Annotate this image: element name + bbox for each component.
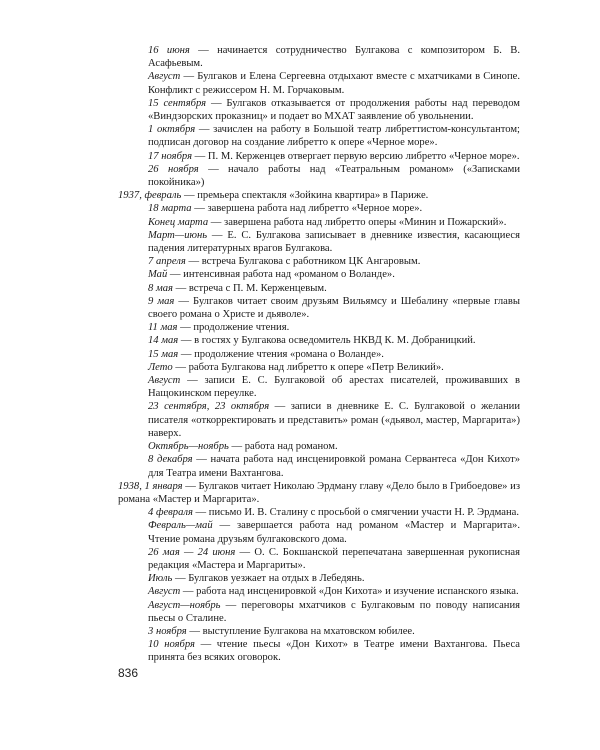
entry-date: 10 ноября (148, 639, 195, 651)
entry-date: Лето (148, 361, 173, 373)
chronicle-entry (118, 295, 520, 321)
entry-text: — работа Булгакова над либретто к опере «Петр Великий». (172, 361, 444, 373)
page-number: 836 (118, 666, 139, 680)
entry-date: 8 мая (148, 282, 173, 294)
chronicle-entry (118, 599, 520, 625)
chronicle-entry (118, 334, 520, 347)
chronicle-entry (118, 638, 520, 664)
entry-date: Февраль—май (148, 520, 213, 532)
entry-text: — О. С. Бокшанской перепечатана завершенная рукописная редакция «Мастера и Маргариты». (148, 546, 520, 571)
entry-text: — продолжение чтения «романа о Воланде». (178, 348, 384, 360)
entry-date: Август—ноябрь (148, 599, 221, 611)
entry-date: 7 апреля (148, 256, 186, 268)
entry-text: — Булгаков читает своим друзьям Вильямсу и Шебалину «первые главы своего романа о Христе и дьяволе». (148, 295, 520, 321)
chronicle-entry (118, 321, 520, 334)
entry-text: — выступление Булгакова на мхатовском юбилее. (186, 625, 415, 637)
entry-text: — Е. С. Булгакова записывает в дневнике известия, касающиеся падения литературных врагов Булгакова. (148, 229, 520, 255)
entry-date: 4 февраля (148, 507, 193, 519)
entry-text: — зачислен на работу в Большой театр либреттистом-консультантом; подписан договор на создание либретто к опере «Черное море». (148, 124, 520, 149)
entry-date: Май (148, 269, 168, 281)
entry-date: Август (148, 375, 181, 387)
entry-date: 14 мая (148, 335, 179, 347)
entry-text: — работа над инсценировкой «Дон Кихота» и изучение испанского языка. (180, 586, 519, 598)
entry-text: — завершена работа над либретто оперы «Минин и Пожарский». (208, 216, 507, 228)
entry-date: Июль (148, 573, 173, 585)
entry-text: — в гостях у Булгакова осведомитель НКВД К. М. Добраницкий. (178, 335, 476, 347)
entry-date: 8 декабря (148, 454, 193, 466)
entry-text: — Булгаков отказывается от продолжения работы над переводом «Виндзорских проказниц» и подает во МХАТ заявление об увольнении. (148, 97, 520, 123)
chronicle-entry (118, 163, 520, 189)
chronicle-entry (118, 282, 520, 295)
chronicle-entry (118, 202, 520, 215)
entry-date: Август (148, 586, 181, 598)
entry-date: 9 мая (148, 295, 175, 307)
entry-text: — интенсивная работа над «романом о Воланде». (167, 269, 395, 281)
entry-text: — Булгаков и Елена Сергеевна отдыхают вместе с мхатчиками в Синопе. Конфликт с режиссером Н. М. Горчаковым. (148, 71, 520, 96)
chronicle-entry (118, 519, 520, 545)
entry-date: 26 ноября (148, 163, 199, 175)
chronicle-entry (118, 440, 520, 453)
entry-text: — премьера спектакля «Зойкина квартира» в Париже. (181, 190, 429, 202)
chronicle-entry (118, 585, 520, 598)
chronicle-entry (118, 453, 520, 479)
entry-date: 18 марта (148, 203, 192, 215)
chronicle-entry (118, 625, 520, 638)
entry-date: 16 июня (148, 45, 190, 56)
entry-text: — завершается работа над романом «Мастер и Маргарита». Чтение романа друзьям булгаковского дома. (148, 520, 520, 545)
entry-text: — начата работа над инсценировкой романа Сервантеса «Дон Кихот» для Театра имени Вахтангова. (148, 454, 520, 479)
entry-text: — Булгаков уезжает на отдых в Лебедянь. (172, 573, 365, 585)
entry-text: — встреча Булгакова с работником ЦК Ангаровым. (185, 256, 421, 268)
entry-text: — письмо И. В. Сталину с просьбой о смягчении участи Н. Р. Эрдмана. (192, 507, 520, 519)
chronicle-entry (118, 150, 520, 163)
chronicle-entry (118, 123, 520, 149)
entry-date: Конец марта (148, 216, 209, 228)
chronicle-entry (118, 506, 520, 519)
chronicle-entry (118, 374, 520, 400)
entry-date: 1 октября (148, 124, 196, 136)
chronicle-entry (118, 44, 520, 70)
chronicle-year-entry (118, 480, 520, 506)
chronicle-entry (118, 229, 520, 255)
entry-text: — чтение пьесы «Дон Кихот» в Театре имени Вахтангова. Пьеса принята без всяких оговорок. (148, 639, 520, 664)
entry-text: — завершена работа над либретто «Черное море». (191, 203, 423, 215)
entry-text: — начинается сотрудничество Булгакова с композитором Б. В. Асафьевым. (148, 45, 520, 70)
entry-date: Март—июнь (148, 229, 208, 241)
entry-text: — записи Е. С. Булгаковой об арестах писателей, проживавших в Нащокинском переулке. (148, 375, 520, 400)
chronicle-entry (118, 216, 520, 229)
chronicle-entry (118, 546, 520, 572)
entry-date: 15 мая (148, 348, 179, 360)
chronicle-entry (118, 70, 520, 96)
chronicle-entry (118, 255, 520, 268)
chronicle-year-entry (118, 189, 520, 202)
chronicle-entry (118, 268, 520, 281)
entry-date: 1938, 1 января (118, 480, 183, 492)
entry-date: 11 мая (148, 322, 178, 334)
entry-date: 15 сентября (148, 97, 207, 109)
entry-text: — переговоры мхатчиков с Булгаковым по поводу написания пьесы о Сталине. (148, 599, 520, 624)
chronicle-entry (118, 361, 520, 374)
chronicle-entry (118, 572, 520, 585)
entry-date: 1937, февраль (118, 190, 182, 202)
entry-date: 17 ноября (148, 150, 192, 162)
entry-date: 26 мая — 24 июня (148, 546, 236, 558)
chronicle-entry (118, 400, 520, 440)
entry-text: — начало работы над «Театральным романом» («Записками покойника») (148, 163, 520, 189)
chronicle-list (118, 44, 520, 665)
entry-date: Август (148, 71, 181, 83)
entry-date: 23 сентября, 23 октября (148, 401, 270, 413)
entry-text: — встреча с П. М. Керженцевым. (172, 282, 327, 294)
entry-text: — Булгаков читает Николаю Эрдману главу «Дело было в Грибоедове» из романа «Мастер и Маргарита». (118, 480, 520, 505)
entry-date: 3 ноября (148, 625, 187, 637)
entry-text: — продолжение чтения. (177, 322, 290, 334)
entry-date: Октябрь—ноябрь (148, 441, 229, 453)
entry-text: — П. М. Керженцев отвергает первую версию либретто «Черное море». (192, 150, 520, 162)
entry-text: — работа над романом. (228, 441, 338, 453)
chronicle-entry (118, 97, 520, 123)
entry-text: — записи в дневнике Е. С. Булгаковой о желании писателя «откорректировать и представить» роман («дьявол, мастер, Маргарита») наверх. (148, 401, 520, 439)
chronicle-entry (118, 348, 520, 361)
